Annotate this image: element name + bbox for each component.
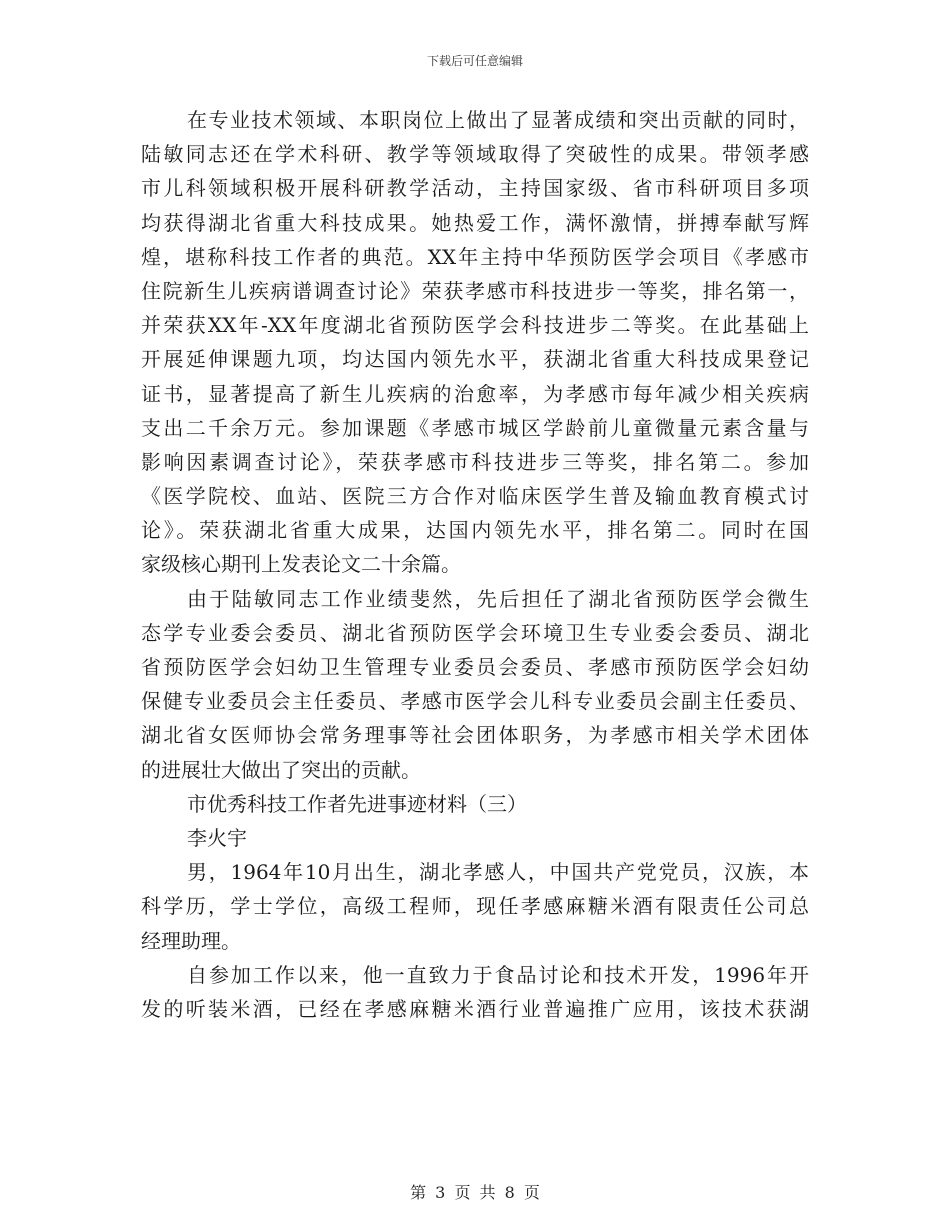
- page-header: 下载后可任意编辑: [426, 54, 523, 68]
- text-line: 支出二千余万元。参加课题《孝感市城区学龄前儿童微量元素含量与: [141, 415, 809, 440]
- text-line: 住院新生儿疾病谱调查讨论》荣获孝感市科技进步一等奖，排名第一，: [141, 278, 809, 303]
- text-line: 煌，堪称科技工作者的典范。XX年主持中华预防医学会项目《孝感市: [141, 244, 809, 269]
- text-line: 市儿科领域积极开展科研教学活动，主持国家级、省市科研项目多项: [141, 176, 809, 201]
- text-line: 证书，显著提高了新生儿疾病的治愈率，为孝感市每年减少相关疾病: [141, 381, 809, 406]
- text-line: 科学历，学士学位，高级工程师，现任孝感麻糖米酒有限责任公司总: [141, 894, 809, 919]
- text-line: 论》。荣获湖北省重大成果，达国内领先水平，排名第二。同时在国: [141, 518, 809, 543]
- text-line: 自参加工作以来，他一直致力于食品讨论和技术开发，1996年开: [187, 962, 809, 987]
- text-line: 陆敏同志还在学术科研、教学等领域取得了突破性的成果。带领孝感: [141, 142, 809, 167]
- text-line: 态学专业委会委员、湖北省预防医学会环境卫生专业委会委员、湖北: [141, 620, 809, 645]
- text-line: 开展延伸课题九项，均达国内领先水平，获湖北省重大科技成果登记: [141, 347, 809, 372]
- text-line: 均获得湖北省重大科技成果。她热爱工作，满怀激情，拼搏奉献写辉: [141, 210, 809, 235]
- text-line: 影响因素调查讨论》，荣获孝感市科技进步三等奖，排名第二。参加: [141, 449, 809, 474]
- text-line: 并荣获XX年-XX年度湖北省预防医学会科技进步二等奖。在此基础上: [141, 313, 809, 338]
- text-line: 发的听装米酒，已经在孝感麻糖米酒行业普遍推广应用，该技术获湖: [141, 996, 809, 1021]
- text-line: 的进展壮大做出了突出的贡献。: [141, 757, 421, 782]
- text-line: 家级核心期刊上发表论文二十余篇。: [141, 552, 461, 577]
- text-line: 《医学院校、血站、医院三方合作对临床医学生普及输血教育模式讨: [141, 484, 809, 509]
- text-line: 保健专业委员会主任委员、孝感市医学会儿科专业委员会副主任委员、: [141, 689, 809, 714]
- document-body: [141, 110, 809, 1033]
- text-line: 李火宇: [187, 825, 247, 850]
- text-line: 市优秀科技工作者先进事迹材料（三）: [187, 791, 527, 816]
- text-line: 湖北省女医师协会常务理事等社会团体职务，为孝感市相关学术团体: [141, 723, 809, 748]
- text-line: 男，1964年10月出生，湖北孝感人，中国共产党党员，汉族，本: [187, 860, 809, 885]
- text-line: 省预防医学会妇幼卫生管理专业委员会委员、孝感市预防医学会妇幼: [141, 655, 809, 679]
- text-line: 经理助理。: [141, 928, 241, 953]
- text-line: 在专业技术领域、本职岗位上做出了显著成绩和突出贡献的同时，: [187, 108, 809, 132]
- text-line: 由于陆敏同志工作业绩斐然，先后担任了湖北省预防医学会微生: [187, 586, 809, 611]
- page-footer: 第 3 页 共 8 页: [410, 1183, 540, 1202]
